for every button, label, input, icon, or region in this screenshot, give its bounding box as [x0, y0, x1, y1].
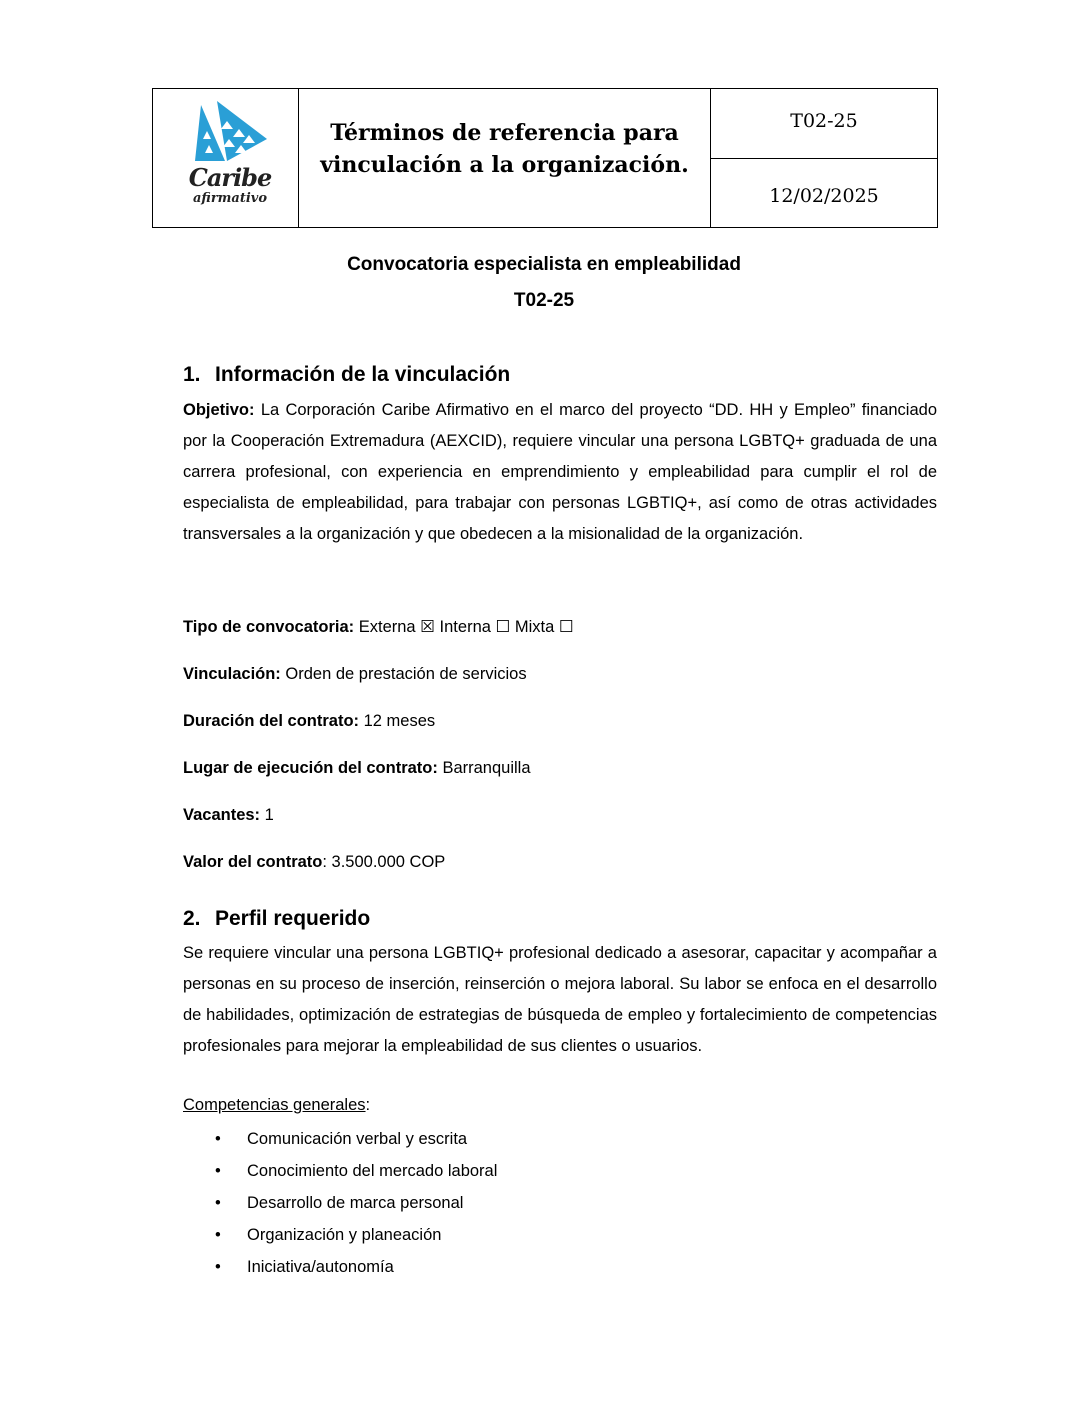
valor-field [183, 853, 445, 872]
call-title: Convocatoria especialista en empleabilidad [347, 254, 741, 275]
date-cell [711, 159, 937, 227]
list-item [183, 1124, 497, 1156]
objective-label: Objetivo: [183, 401, 255, 419]
bullet-icon: • [215, 1194, 221, 1212]
vinculacion-field [183, 665, 527, 684]
vinculacion-value: Orden de prestación de servicios [280, 665, 527, 683]
vacantes-label: Vacantes: [183, 806, 261, 824]
section-2-heading [183, 907, 370, 931]
logo-cell [153, 89, 299, 227]
section-1-title: Información de la vinculación [215, 363, 511, 386]
competencia-text: Comunicación verbal y escrita [247, 1130, 468, 1148]
tipo-label: Tipo de convocatoria: [183, 618, 355, 636]
objective-text: La Corporación Caribe Afirmativo en el marco del proyecto “DD. HH y Empleo” financiado por la Cooperación Extremadura (AEXCID), requiere vincular una persona LGBTQ+ graduada de una carrera profesional, con experiencia en emprendimiento y empleabilidad para cumplir el rol de especialista de empleabilidad, para trabajar con personas LGBTIQ+, así como de otras actividades transversales a la organización y que obedecen a la misionalidad de la organización. [183, 401, 937, 543]
list-item [183, 1252, 497, 1284]
vinculacion-label: Vinculación: [183, 665, 281, 683]
competencias-label [183, 1096, 370, 1115]
bullet-icon: • [215, 1226, 221, 1244]
section-1-heading [183, 363, 510, 387]
document-date: 12/02/2025 [769, 185, 879, 207]
bullet-icon: • [215, 1130, 221, 1148]
lugar-field [183, 759, 531, 778]
list-item [183, 1188, 497, 1220]
logo-word-afirmativo: afirmativo [192, 191, 268, 206]
competencia-text: Iniciativa/autonomía [247, 1258, 394, 1276]
document-title: Términos de referencia para vinculación a la organización. [320, 120, 689, 178]
tipo-convocatoria-field [183, 617, 574, 637]
logo-word-caribe: Caribe [188, 163, 272, 192]
call-code: T02-25 [513, 290, 575, 311]
objective-paragraph [183, 395, 937, 550]
competencias-list [183, 1124, 497, 1284]
competencias-label-text: Competencias generales [183, 1096, 366, 1114]
lugar-value: Barranquilla [437, 759, 531, 777]
code-cell [711, 89, 937, 159]
list-item [183, 1220, 497, 1252]
header-table [152, 88, 938, 228]
section-1-number: 1. [183, 363, 201, 386]
competencias-colon: : [365, 1096, 371, 1114]
vacantes-field [183, 806, 274, 825]
tipo-value: Externa ☒ Interna ☐ Mixta ☐ [354, 618, 574, 636]
caribe-afirmativo-logo [187, 101, 273, 217]
lugar-label: Lugar de ejecución del contrato: [183, 759, 438, 777]
competencia-text: Desarrollo de marca personal [247, 1194, 464, 1212]
section-2-number: 2. [183, 907, 201, 930]
bullet-icon: • [215, 1258, 221, 1276]
list-item [183, 1156, 497, 1188]
valor-label: Valor del contrato [183, 853, 323, 871]
competencia-text: Conocimiento del mercado laboral [247, 1162, 498, 1180]
profile-paragraph: Se requiere vincular una persona LGBTIQ+ profesional dedicado a asesorar, capacitar y acompañar a personas en su proceso de inserción, reinserción o mejora laboral. Su labor se enfoca en el desarrollo de habilidades, optimización de estrategias de búsqueda de empleo y fortalecimiento de competencias profesionales para mejorar la empleabilidad de sus clientes o usuarios. [183, 944, 937, 1055]
section-2-title: Perfil requerido [215, 907, 371, 930]
logo-sails-icon [187, 101, 273, 171]
duracion-value: 12 meses [359, 712, 436, 730]
vacantes-value: 1 [260, 806, 274, 824]
title-cell [299, 89, 711, 227]
bullet-icon: • [215, 1162, 221, 1180]
competencia-text: Organización y planeación [247, 1226, 442, 1244]
document-code: T02-25 [790, 109, 858, 132]
valor-value: : 3.500.000 COP [322, 853, 446, 871]
duracion-label: Duración del contrato: [183, 712, 360, 730]
duracion-field [183, 712, 435, 731]
